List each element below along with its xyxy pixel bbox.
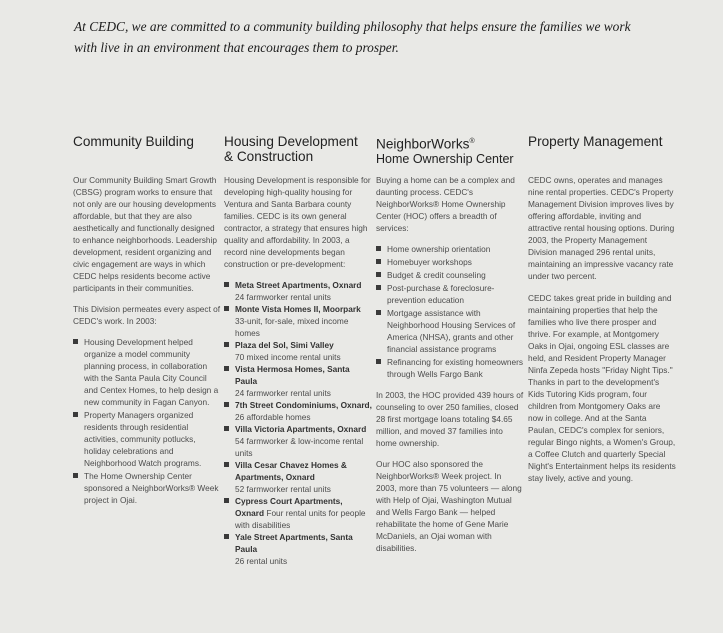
- paragraph: CEDC takes great pride in building and maintaining properties that help the families who live there prosper and thrive. For example, at Montgomery Oaks in Ojai, ongoing ESL classes are held, and Resident Property Manager Ninfa Zepeda hosts "Friday Night Tips." Thanks in part to the development's Kids Tutoring Kids program, four children from Montgomery Oaks are now in college. And at the Santa Paulan, CEDC's complex for seniors, regular Bingo nights, a Women's Group, a Coffee Clutch and quarterly Special Night's Entertainment helps its residents stay lively, active and young.: [528, 293, 676, 483]
- list-item: Property Managers organized residents through residential activities, community potlucks, holiday celebrations and Neighborhood Watch programs.: [73, 409, 221, 469]
- paragraph: In 2003, the HOC provided 439 hours of counseling to over 250 families, closed 28 first mortgage loans totaling $4.65 million, and moved 37 families into home ownership.: [376, 390, 524, 448]
- property-management-body: [528, 174, 676, 484]
- paragraph: CEDC owns, operates and manages nine rental properties. CEDC's Property Management Division improves lives by offering affordable, inviting and attractive rental housing options. During 2003, the Property Management Division managed 296 rental units, maintaining an impressive vacancy rate under two percent.: [528, 175, 675, 281]
- project-detail: 24 farmworker rental units: [235, 292, 331, 302]
- project-name: Plaza del Sol, Simi Valley: [235, 340, 334, 350]
- project-detail: 24 farmworker rental units: [235, 388, 331, 398]
- heading-line: Home Ownership Center: [376, 151, 514, 166]
- bullet-list: [73, 336, 221, 506]
- project-list: [224, 279, 372, 567]
- list-item: Mortgage assistance with Neighborhood Housing Services of America (NHSA), grants and other financial assistance programs: [376, 307, 524, 355]
- list-item: Housing Development helped organize a model community planning process, in collaboration with the Santa Paula City Council and Centex Homes, to help design a new community in Fagan Canyon.: [73, 336, 221, 408]
- project-detail: 26 affordable homes: [235, 412, 311, 422]
- list-item: Post-purchase & foreclosure-prevention education: [376, 282, 524, 306]
- project-detail: 26 rental units: [235, 556, 288, 566]
- heading-housing-development: [224, 134, 372, 174]
- heading-text: NeighborWorks: [376, 136, 470, 152]
- project-detail: 33-unit, for-sale, mixed income homes: [235, 316, 349, 338]
- list-item: [224, 495, 372, 531]
- paragraph: This Division permeates every aspect of CEDC's work. In 2003:: [73, 304, 221, 326]
- list-item: [224, 363, 372, 399]
- project-name: Cypress Court Apartments, Oxnard: [235, 496, 343, 518]
- home-ownership-body: [376, 174, 524, 554]
- list-item: [224, 531, 372, 567]
- heading-line: & Construction: [224, 149, 314, 164]
- column-property-management: [528, 134, 676, 493]
- project-name: Villa Victoria Apartments, Oxnard: [235, 424, 367, 434]
- heading-community-building: Community Building: [73, 134, 194, 149]
- paragraph: Our Community Building Smart Growth (CBSG) program works to ensure that not only are our housing developments affordable, but that they are also aesthetically and functionally designed to enhance neighborhoods. Leadership development, resident organizing and civic engagement are ways in which CEDC helps residents become active participants in their communities.: [73, 175, 217, 293]
- project-detail: Four rental units for people with disabilities: [235, 508, 366, 530]
- paragraph: Housing Development is responsible for developing high-quality housing for Ventura and Santa Barbara county families. CEDC is its own general contractor, a strategy that ensures high quality and affordability. In 2003, a record nine developments began construction or pre-development:: [224, 175, 371, 269]
- list-item: Refinancing for existing homeowners through Wells Fargo Bank: [376, 356, 524, 380]
- project-name: Vista Hermosa Homes, Santa Paula: [235, 364, 350, 386]
- list-item: [224, 279, 372, 303]
- community-building-body: [73, 174, 221, 506]
- list-item: Budget & credit counseling: [376, 269, 524, 281]
- list-item: Homebuyer workshops: [376, 256, 524, 268]
- list-item: Home ownership orientation: [376, 243, 524, 255]
- services-list: [376, 243, 524, 380]
- list-item: The Home Ownership Center sponsored a NeighborWorks® Week project in Ojai.: [73, 470, 221, 506]
- list-item: [224, 303, 372, 339]
- project-detail: 52 farmworker rental units: [235, 484, 331, 494]
- project-name: 7th Street Condominiums, Oxnard,: [235, 400, 372, 410]
- heading-line: Housing Development: [224, 134, 358, 149]
- list-item: [224, 339, 372, 363]
- paragraph: Our HOC also sponsored the NeighborWorks® Week project. In 2003, more than 75 volunteers — along with Help of Ojai, Washington Mutual and Wells Fargo Bank — helped rehabilitate the home of Gene Marie McDaniels, an Ojai woman with disabilities.: [376, 459, 522, 553]
- column-home-ownership-center: [376, 134, 524, 563]
- project-name: Meta Street Apartments, Oxnard: [235, 280, 362, 290]
- list-item: [224, 423, 372, 459]
- project-detail: 70 mixed income rental units: [235, 352, 341, 362]
- heading-line: [376, 134, 524, 152]
- list-item: [224, 399, 372, 423]
- heading-property-management: Property Management: [528, 134, 663, 149]
- column-housing-development: [224, 134, 372, 567]
- project-name: Monte Vista Homes II, Moorpark: [235, 304, 361, 314]
- paragraph: Buying a home can be a complex and daunting process. CEDC's NeighborWorks® Home Ownership Center (HOC) offers a breadth of services:: [376, 175, 515, 233]
- registered-mark: ®: [469, 138, 475, 145]
- project-name: Yale Street Apartments, Santa Paula: [235, 532, 353, 554]
- heading-home-ownership-center: [376, 134, 524, 174]
- project-detail: 54 farmworker & low-income rental units: [235, 436, 364, 458]
- column-community-building: [73, 134, 221, 507]
- project-name: Villa Cesar Chavez Homes & Apartments, Oxnard: [235, 460, 347, 482]
- housing-development-body: [224, 174, 372, 567]
- list-item: [224, 459, 372, 495]
- intro-statement: At CEDC, we are committed to a community building philosophy that helps ensure the families we work with live in an environment that encourages them to prosper.: [74, 19, 631, 55]
